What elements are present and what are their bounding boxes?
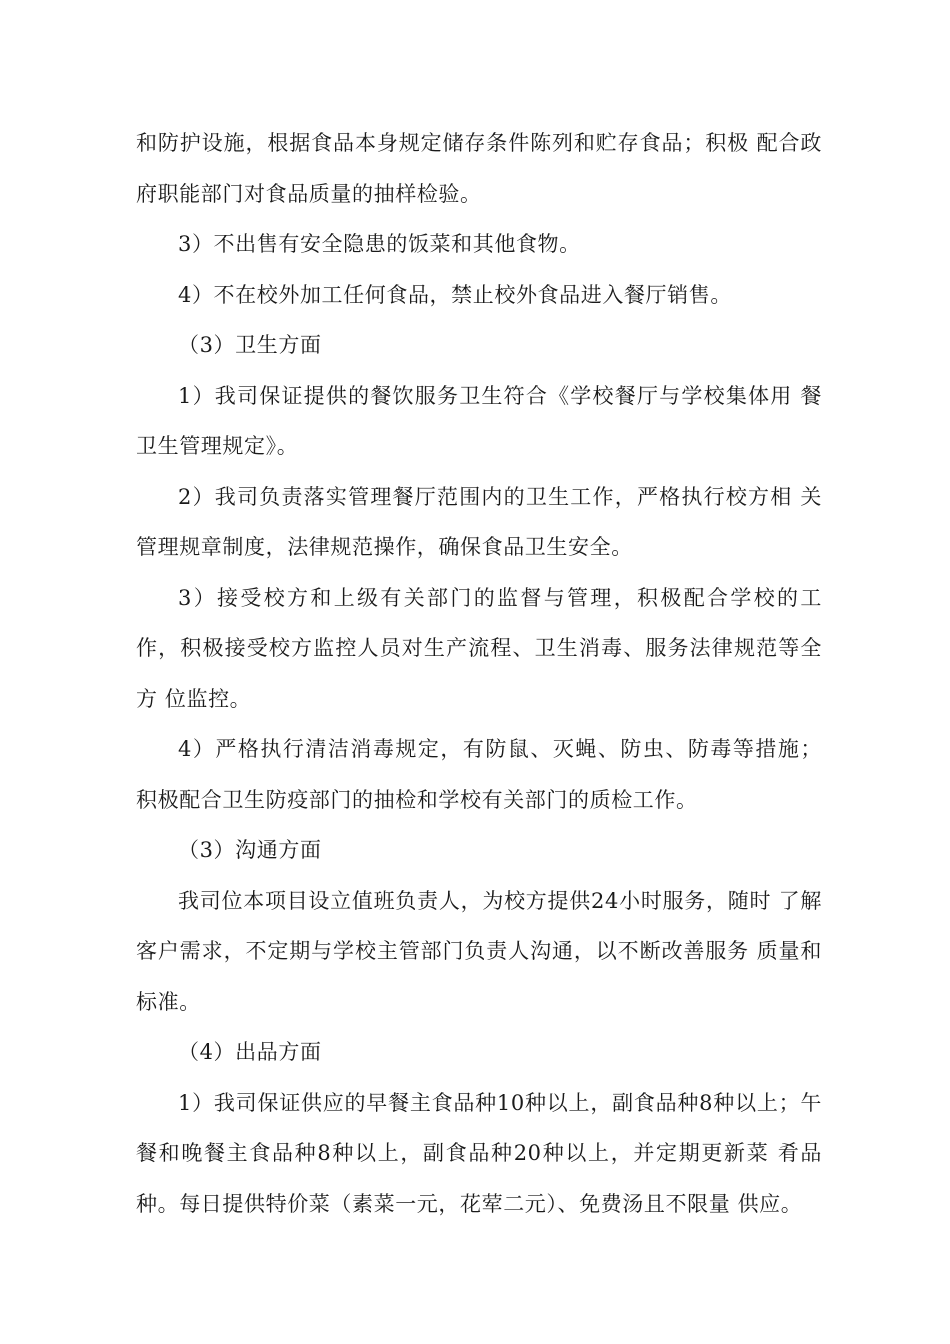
- document-body: [136, 118, 822, 1229]
- paragraph-hygiene-compliance: 1）我司保证提供的餐饮服务卫生符合《学校餐厅与学校集体用 餐卫生管理规定》。: [136, 383, 822, 458]
- paragraph-no-outside-processing: 4）不在校外加工任何食品，禁止校外食品进入餐厅销售。: [178, 282, 732, 307]
- paragraph-communication: 我司位本项目设立值班负责人，为校方提供24小时服务，随时 了解客户需求，不定期与学校主管部门负责人沟通，以不断改善服务 质量和标准。: [136, 888, 822, 1014]
- paragraph-menu-variety: 1）我司保证供应的早餐主食品种10种以上，副食品种8种以上；午餐和晚餐主食品种8种以上，副食品种20种以上，并定期更新菜 肴品种。每日提供特价菜（素菜一元，花荤二元）、免费汤且不限量 供应。: [136, 1090, 822, 1216]
- section-heading-communication: （3）沟通方面: [178, 838, 322, 862]
- paragraph-disinfection: 4）严格执行清洁消毒规定，有防鼠、灭蝇、防虫、防毒等措施； 积极配合卫生防疫部门的抽检和学校有关部门的质检工作。: [136, 737, 822, 812]
- section-heading-hygiene: （3）卫生方面: [178, 333, 322, 357]
- paragraph-storage-inspection: 和防护设施，根据食品本身规定储存条件陈列和贮存食品；积极 配合政府职能部门对食品质量的抽样检验。: [136, 131, 822, 206]
- paragraph-hygiene-responsibility: 2）我司负责落实管理餐厅范围内的卫生工作，严格执行校方相 关管理规章制度，法律规范操作，确保食品卫生安全。: [136, 484, 822, 559]
- paragraph-accept-supervision: 3）接受校方和上级有关部门的监督与管理，积极配合学校的工 作，积极接受校方监控人员对生产流程、卫生消毒、服务法律规范等全方 位监控。: [136, 585, 822, 711]
- paragraph-no-unsafe-food: 3）不出售有安全隐患的饭菜和其他食物。: [178, 232, 581, 256]
- section-heading-products: （4）出品方面: [178, 1040, 322, 1064]
